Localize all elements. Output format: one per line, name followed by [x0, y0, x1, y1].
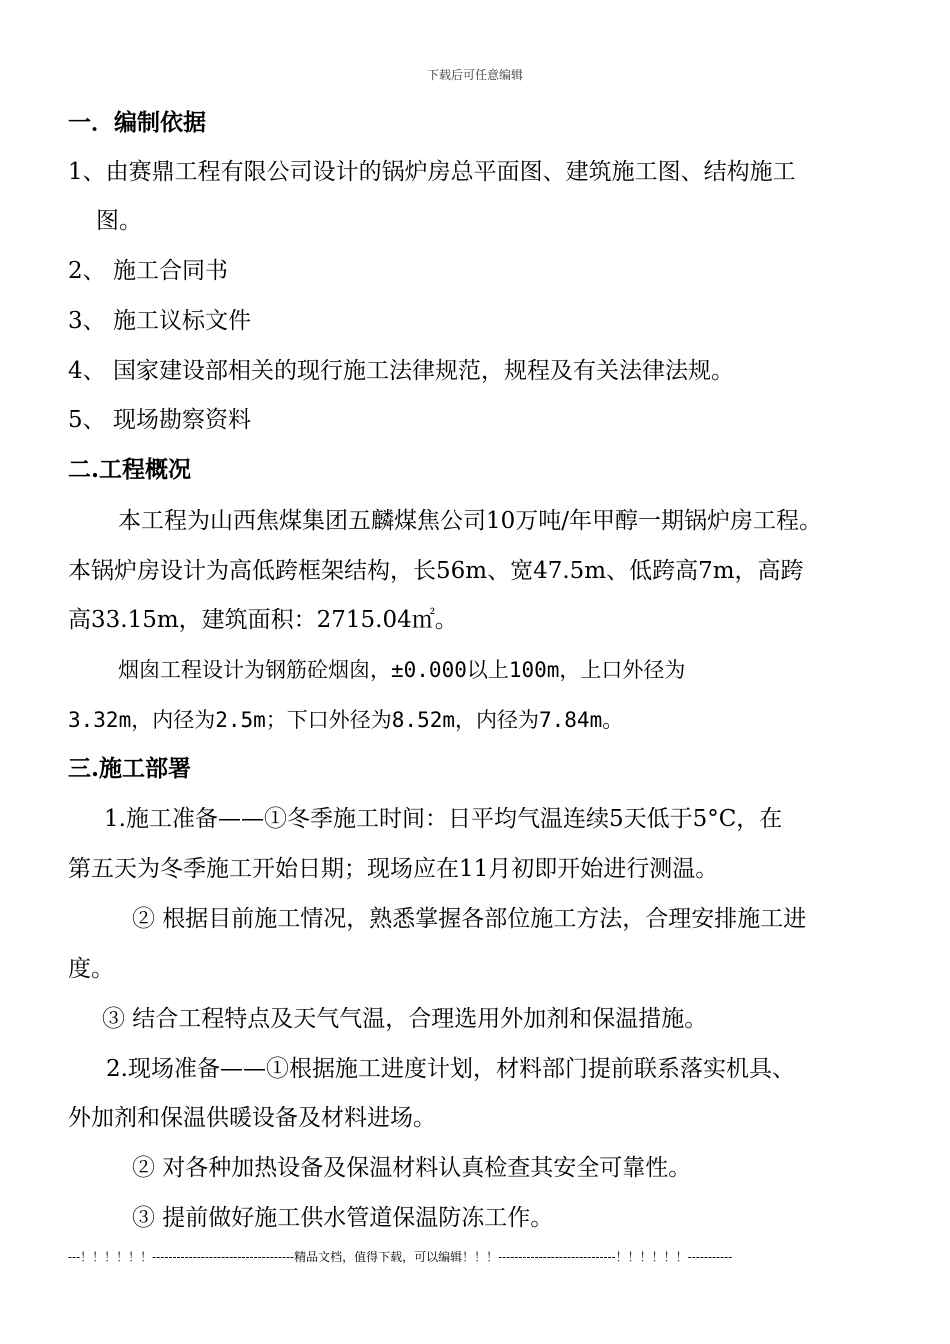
basis-item-1-cont: 图。 [96, 208, 142, 234]
basis-item-4: 4、 国家建设部相关的现行施工法律规范，规程及有关法律法规。 [68, 358, 734, 384]
section-3-title: 三.施工部署 [68, 755, 192, 782]
overview-paragraph-1b: 本锅炉房设计为高低跨框架结构，长56m、宽47.5m、低跨高7m，高跨 [68, 558, 804, 584]
site-prep-paragraph-2: ② 对各种加热设备及保温材料认真检查其安全可靠性。 [132, 1155, 692, 1181]
basis-item-1: 1、由赛鼎工程有限公司设计的锅炉房总平面图、建筑施工图、结构施工 [68, 159, 796, 185]
site-prep-paragraph-3: ③ 提前做好施工供水管道保温防冻工作。 [132, 1205, 554, 1231]
chimney-paragraph-a: 烟囱工程设计为钢筋砼烟囱，±0.000以上100m，上口外径为 [118, 658, 686, 682]
basis-item-5: 5、 现场勘察资料 [68, 407, 251, 433]
prep-paragraph-1b: 第五天为冬季施工开始日期；现场应在11月初即开始进行测温。 [68, 856, 719, 882]
page-header-note: 下载后可任意编辑 [426, 68, 523, 82]
overview-paragraph-1a: 本工程为山西焦煤集团五麟煤焦公司10万吨/年甲醇一期锅炉房工程。 [118, 508, 823, 534]
chimney-paragraph-b: 3.32m，内径为2.5m；下口外径为8.52m，内径为7.84m。 [68, 708, 624, 732]
section-1-title: 一．编制依据 [68, 109, 206, 136]
overview-paragraph-1c: 高33.15m，建筑面积：2715.04㎡。 [68, 607, 458, 633]
basis-item-2: 2、 施工合同书 [68, 258, 228, 284]
basis-item-3: 3、 施工议标文件 [68, 308, 251, 334]
prep-paragraph-3: ③ 结合工程特点及天气气温，合理选用外加剂和保温措施。 [102, 1006, 708, 1032]
page-footer: ---！！！！！！-----------------------------------精品文档，值得下载，可以编辑！！！-----------------------------！！！！！！----------- [68, 1250, 733, 1264]
site-prep-paragraph-b: 外加剂和保温供暖设备及材料进场。 [68, 1105, 436, 1131]
site-prep-paragraph-a: 2.现场准备——①根据施工进度计划，材料部门提前联系落实机具、 [106, 1056, 795, 1082]
prep-paragraph-1a: 1.施工准备——①冬季施工时间：日平均气温连续5天低于5°C，在 [104, 806, 783, 832]
prep-paragraph-2b: 度。 [68, 956, 114, 982]
section-2-title: 二.工程概况 [68, 456, 192, 483]
prep-paragraph-2a: ② 根据目前施工情况，熟悉掌握各部位施工方法，合理安排施工进 [132, 906, 807, 932]
